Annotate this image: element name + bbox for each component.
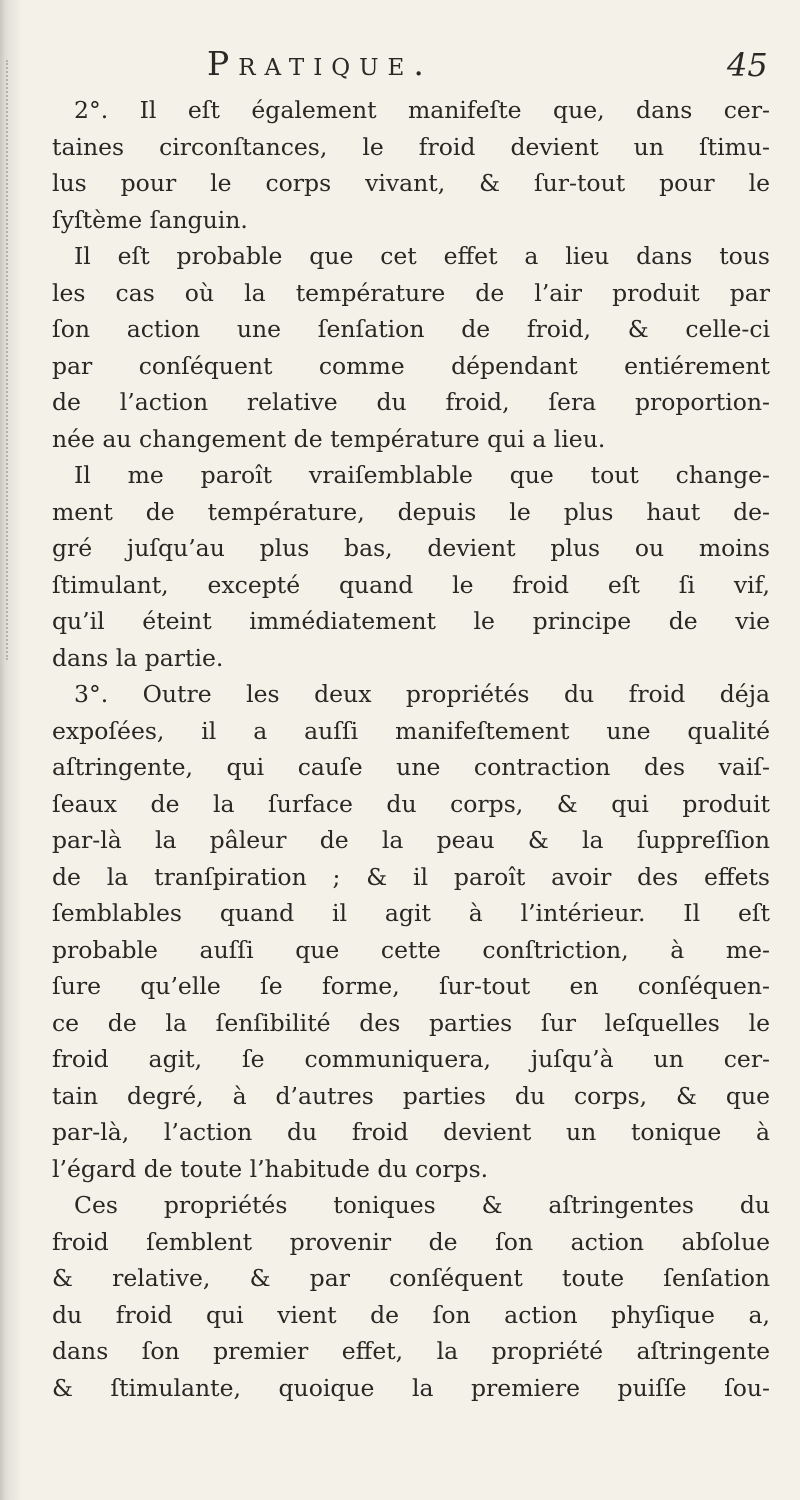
text-line: & relative, & par conſéquent toute ſenſation (52, 1264, 770, 1292)
text-line: ment de température, depuis le plus haut de- (52, 497, 770, 526)
text-line: née au changement de température qui a lieu. (52, 424, 606, 453)
text-line: dans ſon premier effet, la propriété aſtringente (52, 1337, 770, 1365)
text-line: ſyſtème ſanguin. (52, 205, 248, 234)
text-line: ſtimulant, excepté quand le froid eſt ſi vif, (52, 570, 770, 599)
text-line: & ſtimulante, quoique la premiere puiſſe ſou- (52, 1373, 770, 1402)
text-line: du froid qui vient de ſon action phyſique a, (52, 1300, 770, 1329)
text-line: probable auſſi que cette conſtriction, à me- (52, 935, 770, 964)
text-line: de l’action relative du froid, ſera proportion- (52, 388, 770, 416)
text-line: aſtringente, qui cauſe une contraction des vaiſ- (52, 753, 770, 781)
text-line: de la tranſpiration ; & il paroît avoir des effets (52, 862, 770, 891)
text-line: Il eſt probable que cet effet a lieu dans tous (74, 242, 770, 270)
text-line: 2°. Il eſt également manifeſte que, dans cer- (74, 96, 770, 124)
text-line: par conſéquent comme dépendant entiérement (52, 351, 770, 380)
text-line: froid agit, ſe communiquera, juſqu’à un cer- (52, 1045, 770, 1073)
text-line: froid ſemblent provenir de ſon action abſolue (52, 1227, 770, 1256)
text-line: Ces propriétés toniques & aſtringentes du (74, 1191, 770, 1219)
text-line: taines circonſtances, le froid devient un ſtimu- (52, 132, 770, 161)
text-line: 3°. Outre les deux propriétés du froid déja (74, 680, 770, 708)
text-line: par-là, l’action du froid devient un tonique à (52, 1118, 770, 1146)
text-line: par-là la pâleur de la peau & la ſuppreſſion (52, 826, 770, 854)
text-line: lus pour le corps vivant, & ſur-tout pour le (52, 169, 770, 197)
text-line: l’égard de toute l’habitude du corps. (52, 1154, 489, 1183)
text-line: gré juſqu’au plus bas, devient plus ou moins (52, 534, 770, 562)
text-line: qu’il éteint immédiatement le principe de vie (52, 607, 770, 635)
text-line: expoſées, il a auſſi manifeſtement une qualité (52, 716, 770, 745)
text-line: ſemblables quand il agit à l’intérieur. Il eſt (52, 899, 770, 927)
page-header (0, 38, 800, 88)
text-line: Il me paroît vraiſemblable que tout change- (74, 461, 770, 489)
text-line: les cas où la température de l’air produit par (52, 278, 770, 307)
text-line: ſure qu’elle ſe forme, ſur-tout en conſéquen- (52, 972, 770, 1000)
text-line: ſon action une ſenſation de froid, & celle-ci (52, 315, 770, 343)
running-head: Pratique. (207, 44, 433, 83)
binding-gutter (6, 60, 18, 660)
text-line: ſeaux de la ſurface du corps, & qui produit (52, 789, 770, 818)
body-text (52, 92, 770, 1406)
text-line: dans la partie. (52, 643, 224, 672)
page-number: 45 (727, 46, 768, 84)
text-line: ce de la ſenſibilité des parties ſur leſquelles le (52, 1008, 770, 1037)
text-line: tain degré, à d’autres parties du corps, & que (52, 1081, 770, 1110)
